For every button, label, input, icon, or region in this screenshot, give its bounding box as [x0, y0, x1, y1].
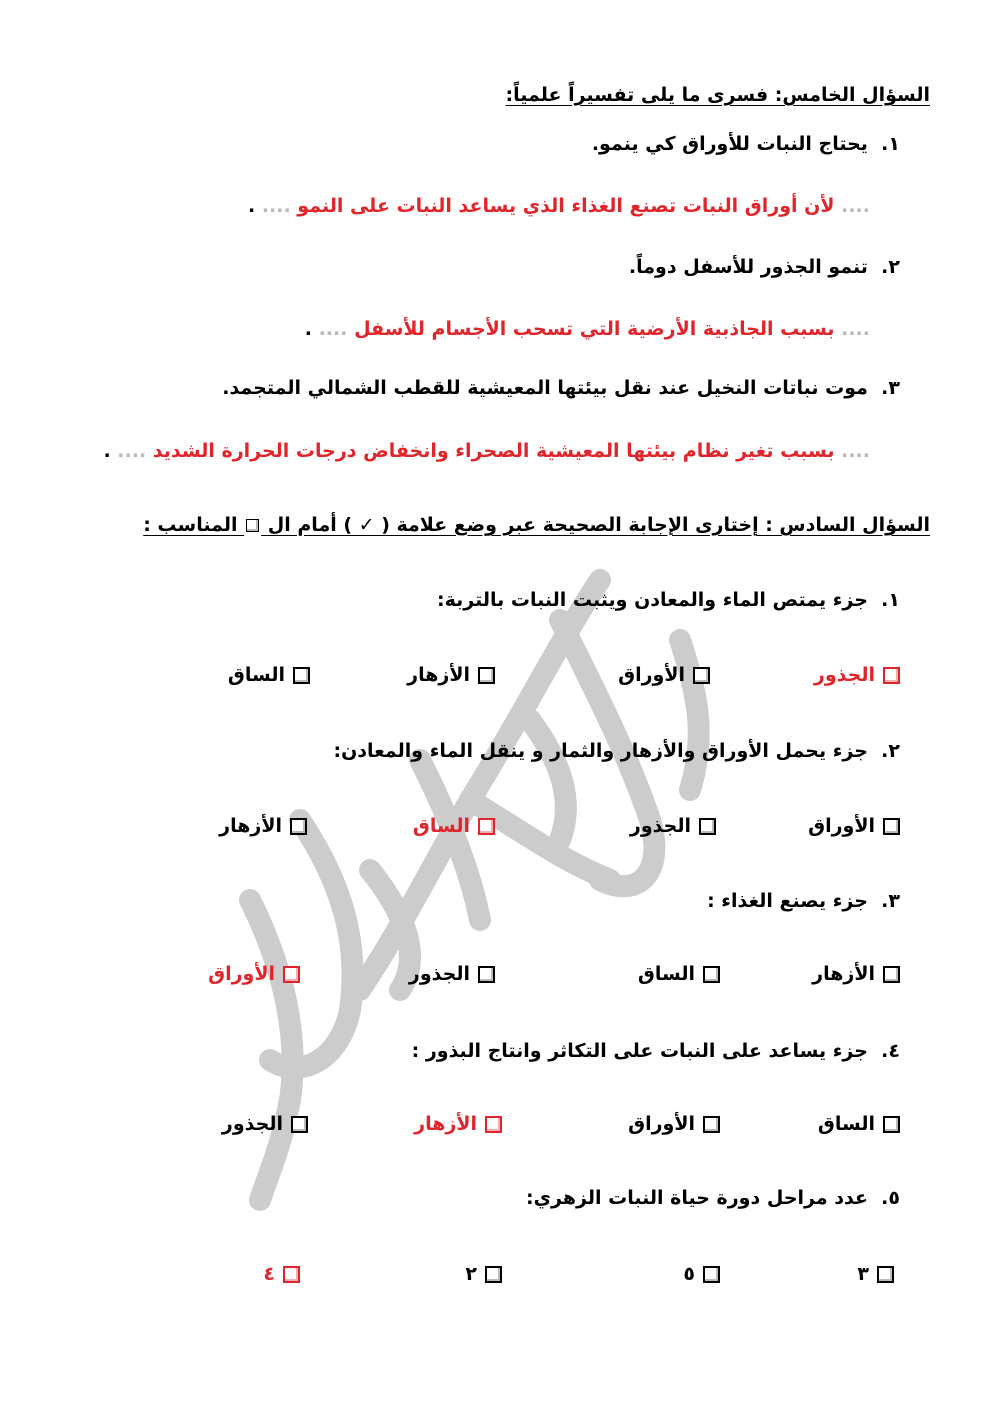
q6-item-3-number: ٣. — [881, 890, 900, 912]
q6-heading-part3: المناسب : — [143, 514, 238, 536]
dots-end: .... — [318, 318, 348, 340]
checkbox-icon[interactable] — [478, 667, 495, 684]
q6-item-1-option-4[interactable] — [228, 664, 310, 686]
q6-item-3-question — [707, 890, 900, 912]
q6-item-3-option-1[interactable] — [812, 963, 900, 985]
dots-start: .... — [841, 195, 870, 217]
q5-item-3-text: موت نباتات النخيل عند نقل بيئتها المعيشية للقطب الشمالي المتجمد. — [222, 377, 868, 399]
checkbox-icon[interactable] — [703, 966, 720, 983]
checkbox-icon[interactable] — [703, 1116, 720, 1133]
q6-item-5-option-4[interactable] — [263, 1263, 300, 1285]
q5-item-1-text: يحتاج النبات للأوراق كي ينمو. — [591, 133, 868, 155]
q6-item-1-option-1[interactable] — [814, 664, 900, 686]
check-mark-icon: ✓ — [358, 514, 375, 536]
option-label: ٤ — [263, 1263, 275, 1285]
q6-item-2-question — [333, 740, 900, 762]
checkbox-icon — [246, 519, 259, 532]
checkbox-icon[interactable] — [290, 818, 307, 835]
q6-item-1-question — [437, 589, 900, 611]
q5-item-2-answer: بسبب الجاذبية الأرضية التي تسحب الأجسام للأسفل — [354, 318, 835, 340]
dots-start: .... — [841, 318, 870, 340]
dots-end: .... — [117, 440, 147, 462]
q6-item-2-text: جزء يحمل الأوراق والأزهار والثمار و ينقل الماء والمعادن: — [333, 740, 868, 762]
checkbox-icon[interactable] — [293, 667, 310, 684]
q6-item-5-text: عدد مراحل دورة حياة النبات الزهري: — [526, 1187, 868, 1209]
q6-item-4-number: ٤. — [881, 1040, 900, 1062]
checkbox-icon[interactable] — [877, 1266, 894, 1283]
q6-item-4-text: جزء يساعد على النبات على التكاثر وانتاج البذور : — [411, 1040, 868, 1062]
option-label: الساق — [817, 1113, 875, 1135]
option-label: الأزهار — [219, 815, 282, 837]
option-label: ٣ — [857, 1263, 869, 1285]
q5-item-3-answer: بسبب تغير نظام بيئتها المعيشية الصحراء وانخفاض درجات الحرارة الشديد — [152, 440, 835, 462]
dots-end: .... — [261, 195, 291, 217]
checkbox-icon[interactable] — [699, 818, 716, 835]
q6-item-5-number: ٥. — [881, 1187, 900, 1209]
checkbox-icon[interactable] — [291, 1116, 308, 1133]
q6-heading-part1: السؤال السادس : إختارى الإجابة الصحيحة عبر وضع علامة ( — [381, 514, 930, 536]
q6-item-2-option-3[interactable] — [413, 815, 495, 837]
q6-item-1-option-3[interactable] — [407, 664, 495, 686]
period: . — [247, 195, 256, 217]
q5-item-1-question — [592, 133, 900, 155]
q5-item-2-text: تنمو الجذور للأسفل دوماً. — [628, 256, 868, 278]
option-label: الساق — [412, 815, 470, 837]
option-label: الجذور — [813, 664, 875, 686]
q5-item-3-answer-line — [103, 440, 870, 462]
checkbox-icon[interactable] — [883, 818, 900, 835]
option-label: ٥ — [683, 1263, 695, 1285]
q6-item-5-option-2[interactable] — [683, 1263, 720, 1285]
option-label: الجذور — [221, 1113, 283, 1135]
q6-item-2-number: ٢. — [881, 740, 900, 762]
checkbox-icon[interactable] — [283, 1266, 300, 1283]
q6-item-2-option-4[interactable] — [219, 815, 307, 837]
checkbox-icon[interactable] — [478, 818, 495, 835]
checkbox-icon[interactable] — [693, 667, 710, 684]
q6-item-4-option-2[interactable] — [628, 1113, 720, 1135]
dots-start: .... — [841, 440, 870, 462]
q5-item-2-question — [629, 256, 900, 278]
q6-item-4-option-4[interactable] — [222, 1113, 308, 1135]
option-label: الأوراق — [808, 815, 875, 837]
q6-item-5-question — [526, 1187, 900, 1209]
q6-item-2-option-1[interactable] — [808, 815, 900, 837]
checkbox-icon[interactable] — [883, 966, 900, 983]
q6-heading-part2: ) أمام ال — [267, 514, 353, 536]
q5-item-2-answer-line — [305, 318, 870, 340]
q5-item-1-number: ١. — [881, 133, 900, 155]
checkbox-icon[interactable] — [883, 1116, 900, 1133]
q5-heading: السؤال الخامس: فسرى ما يلى تفسيراً علمياً: — [505, 84, 930, 106]
option-label: الساق — [637, 963, 695, 985]
q6-item-3-text: جزء يصنع الغذاء : — [707, 890, 868, 912]
q6-item-5-option-3[interactable] — [465, 1263, 502, 1285]
q6-item-3-option-3[interactable] — [409, 963, 495, 985]
option-label: الأزهار — [407, 664, 470, 686]
period: . — [304, 318, 312, 340]
q6-item-1-number: ١. — [881, 589, 900, 611]
q6-item-4-question — [412, 1040, 900, 1062]
option-label: الأوراق — [208, 963, 275, 985]
option-label: ٢ — [465, 1263, 477, 1285]
q5-item-1-answer-line — [248, 195, 870, 217]
q6-item-4-option-3[interactable] — [414, 1113, 502, 1135]
q5-item-3-number: ٣. — [881, 377, 900, 399]
q6-item-2-option-2[interactable] — [630, 815, 716, 837]
q6-item-1-text: جزء يمتص الماء والمعادن ويثبت النبات بالتربة: — [437, 589, 868, 611]
option-label: الأوراق — [618, 664, 685, 686]
option-label: الساق — [227, 664, 285, 686]
period: . — [103, 440, 111, 462]
q6-heading — [143, 514, 930, 536]
q6-item-5-option-1[interactable] — [857, 1263, 894, 1285]
checkbox-icon[interactable] — [283, 966, 300, 983]
q5-item-2-number: ٢. — [881, 256, 900, 278]
option-label: الأزهار — [812, 963, 875, 985]
q6-item-3-option-4[interactable] — [208, 963, 300, 985]
option-label: الأوراق — [628, 1113, 695, 1135]
checkbox-icon[interactable] — [485, 1266, 502, 1283]
checkbox-icon[interactable] — [883, 667, 900, 684]
q6-item-3-option-2[interactable] — [638, 963, 720, 985]
checkbox-icon[interactable] — [703, 1266, 720, 1283]
q5-item-1-answer: لأن أوراق النبات تصنع الغذاء الذي يساعد النبات على النمو — [297, 195, 835, 217]
option-label: الجذور — [629, 815, 691, 837]
q6-item-4-option-1[interactable] — [818, 1113, 900, 1135]
q6-item-1-option-2[interactable] — [618, 664, 710, 686]
checkbox-icon[interactable] — [485, 1116, 502, 1133]
option-label: الأزهار — [414, 1113, 477, 1135]
option-label: الجذور — [408, 963, 470, 985]
checkbox-icon[interactable] — [478, 966, 495, 983]
q5-item-3-question — [222, 377, 900, 399]
